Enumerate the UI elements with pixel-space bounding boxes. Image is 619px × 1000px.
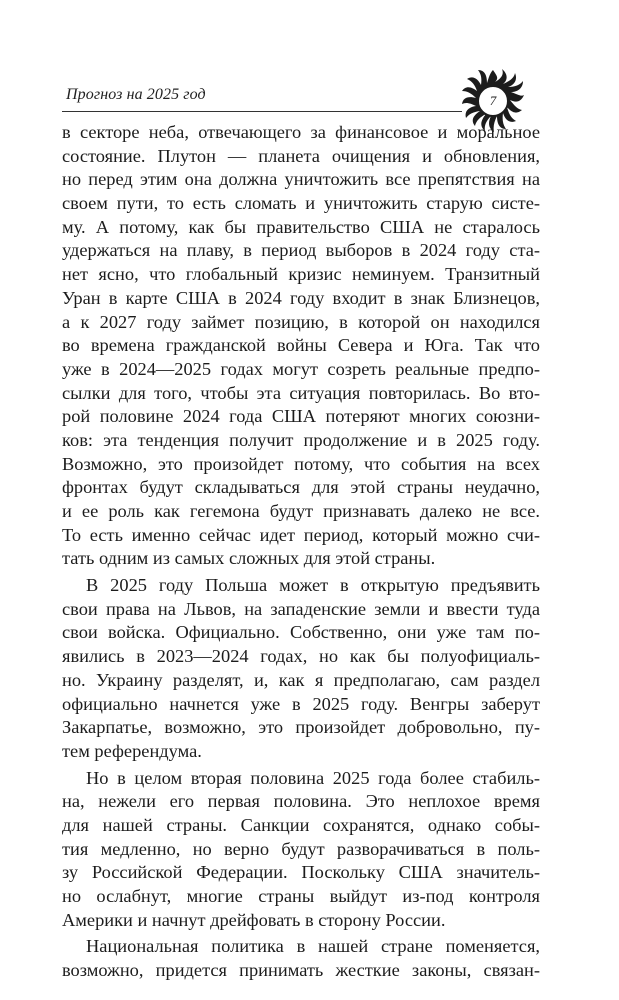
text-line: официально начнется уже в 2025 году. Венгры заберут bbox=[62, 693, 540, 714]
text-line: но. Украину разделят, и, как я предполагаю, сам раздел bbox=[62, 669, 540, 690]
text-line: Закарпатье, возможно, это произойдет добровольно, пу- bbox=[62, 717, 540, 738]
text-line: То есть именно сейчас идет период, который можно счи- bbox=[62, 524, 540, 545]
text-line: тия медленно, но верно будут разворачиваться в поль- bbox=[62, 838, 540, 859]
text-line: В 2025 году Польша может в открытую предъявить bbox=[86, 575, 540, 596]
text-line: тать одним из самых сложных для этой страны. bbox=[62, 548, 436, 569]
text-line: ков: эта тенденция получит продолжение и в 2025 году. bbox=[62, 429, 540, 450]
text-line: своем пути, то есть сломать и уничтожить старую систе- bbox=[62, 193, 540, 214]
paragraph bbox=[62, 767, 540, 933]
text-line: Возможно, это произойдет потому, что события на всех bbox=[62, 453, 540, 474]
text-line: Уран в карте США в 2024 году входит в знак Близнецов, bbox=[62, 287, 540, 308]
running-title: Прогноз на 2025 год bbox=[66, 86, 206, 103]
text-line: свои войска. Официально. Собственно, они уже там по- bbox=[62, 622, 540, 643]
text-line: возможно, придется принимать жесткие законы, связан- bbox=[62, 960, 540, 981]
text-line: сылки для того, чтобы эта ситуация повторилась. Во вто- bbox=[62, 382, 540, 403]
paragraph bbox=[62, 574, 540, 764]
text-line: но ослабнут, многие страны выйдут из-под контроля bbox=[62, 886, 540, 906]
text-line: Америки и начнут дрейфовать в сторону России. bbox=[62, 909, 446, 930]
body-text bbox=[62, 121, 540, 983]
text-line: состояние. Плутон — планета очищения и обновления, bbox=[62, 145, 540, 166]
text-line: а к 2027 году займет позицию, в которой он находился bbox=[62, 311, 540, 332]
text-line: уже в 2024—2025 годах могут созреть реальные предпо- bbox=[62, 358, 540, 379]
text-line: Но в целом вторая половина 2025 года более стабиль- bbox=[86, 767, 540, 788]
text-line: рой половине 2024 года США потеряют многих союзни- bbox=[62, 406, 540, 427]
paragraph bbox=[62, 121, 540, 571]
text-line: для нашей страны. Санкции сохранятся, однако собы- bbox=[62, 814, 540, 835]
text-line: явились в 2023—2024 годах, но как бы полуофициаль- bbox=[62, 646, 540, 667]
header-rule bbox=[62, 111, 462, 112]
text-line: зу Российской Федерации. Поскольку США значитель- bbox=[62, 862, 540, 883]
paragraph bbox=[62, 935, 540, 982]
text-line: Национальная политика в нашей стране поменяется, bbox=[86, 936, 540, 957]
text-line: на, нежели его первая половина. Это неплохое время bbox=[62, 791, 540, 812]
text-line: во времена гражданской войны Севера и Юга. Так что bbox=[62, 335, 540, 356]
text-line: и ее роль как гегемона будут признавать далеко не все. bbox=[62, 501, 540, 521]
text-line: тем референдума. bbox=[62, 740, 202, 761]
text-line: фронтах будут складываться для этой страны неудачно, bbox=[62, 477, 540, 498]
text-line: в секторе неба, отвечающего за финансовое и моральное bbox=[62, 122, 540, 142]
text-line: удержаться на плаву, в период выборов в 2024 году ста- bbox=[62, 240, 540, 261]
page-header bbox=[0, 0, 619, 130]
text-line: свои права на Львов, на западенские земли и ввести туда bbox=[62, 598, 540, 619]
page-number: 7 bbox=[489, 93, 497, 108]
text-line: но перед этим она должна уничтожить все препятствия на bbox=[62, 169, 540, 190]
text-line: нет ясно, что глобальный кризис неминуем. Транзитный bbox=[62, 264, 540, 285]
text-line: му. А потому, как бы правительство США не старалось bbox=[62, 216, 540, 237]
